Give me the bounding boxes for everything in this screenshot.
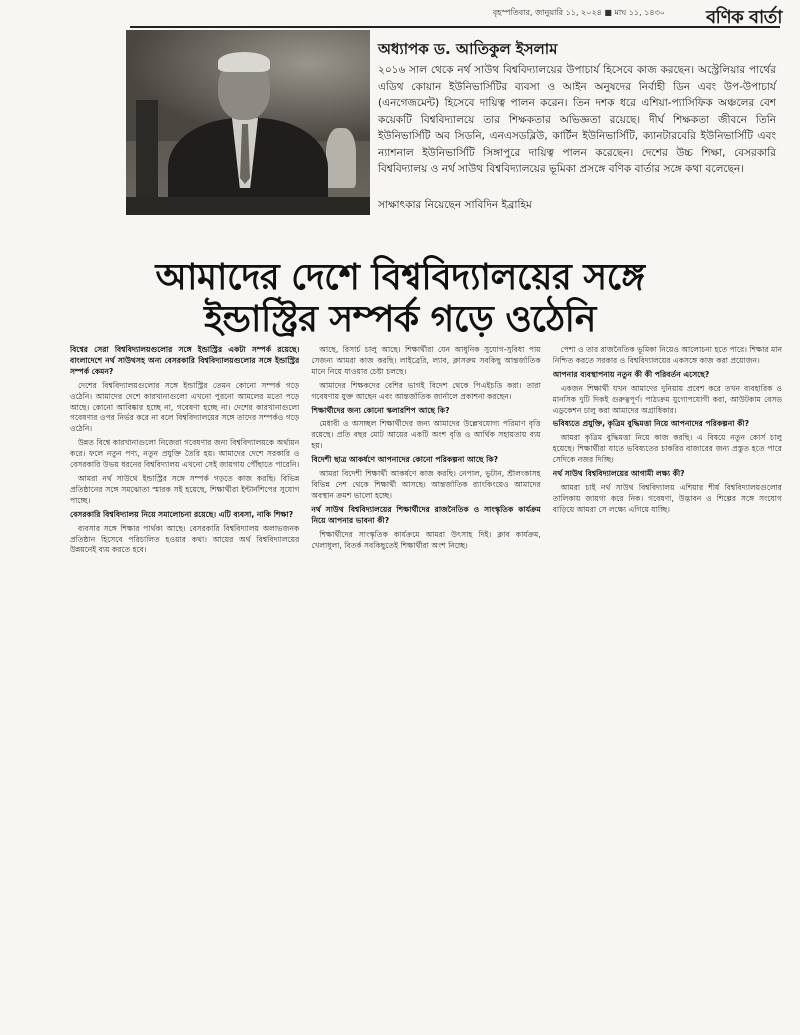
answer-paragraph: একজন শিক্ষার্থী যখন আমাদের দুনিয়ায় প্রবেশ করে তখন ব্যবহারিক ও মানসিক দুটি দিকই গুরুত্বপূর্ণ। পাঠ্যক্রম যুগোপযোগী করা, আউটকাম বেসড এডুকেশন চালু করা আমাদের অগ্রাধিকার। [552,383,782,415]
question-paragraph: নর্থ সাউথ বিশ্ববিদ্যালয়ের আগামী লক্ষ্য কী? [552,469,685,479]
article-columns [70,345,782,1025]
answer-paragraph: আমরা নর্থ সাউথে ইন্ডাস্ট্রির সঙ্গে সম্পর্ক গড়তে কাজ করছি। বিভিন্ন প্রতিষ্ঠানের সঙ্গে সমঝোতা স্মারক সই হয়েছে, শিক্ষার্থীরা ইন্টার্নশিপের সুযোগ পাচ্ছে। [70,473,300,505]
question-paragraph: আপনার ব্যবস্থাপনায় নতুন কী কী পরিবর্তন এসেছে? [552,369,710,379]
answer-paragraph: পেশা ও তার রাজনৈতিক ভূমিকা নিয়েও আলোচনা হতে পারে। শিক্ষার মান নিশ্চিত করতে সরকার ও বিশ্ববিদ্যালয়ের একসঙ্গে কাজ করা প্রয়োজন। [552,345,782,365]
interviewee-name: অধ্যাপক ড. আতিকুল ইসলাম [378,40,558,58]
answer-paragraph: আমরা কৃত্রিম বুদ্ধিমত্তা নিয়ে কাজ করছি। এ বিষয়ে নতুন কোর্স চালু হয়েছে। শিক্ষার্থীরা যাতে ভবিষ্যতের চাকরির বাজারের জন্য প্রস্তুত হতে পারে সেদিকে নজর দিচ্ছি। [552,433,782,465]
headline-line-1: আমাদের দেশে বিশ্ববিদ্যালয়ের সঙ্গে [155,257,645,298]
answer-paragraph: শিক্ষার্থীদের সাংস্কৃতিক কার্যক্রমে আমরা উৎসাহ দিই। ক্লাব কার্যক্রম, খেলাধুলা, বিতর্ক সবকিছুতেই শিক্ষার্থীরা অংশ নিচ্ছে। [311,529,541,550]
header-rule [130,4,780,28]
answer-paragraph: উন্নত বিশ্বে কারখানাগুলো নিজেরা গবেষণার জন্য বিশ্ববিদ্যালয়কে অর্থায়ন করে। ফলে নতুন পণ্য, নতুন প্রযুক্তি তৈরি হয়। আমাদের দেশে সরকারি ও বেসরকারি উভয় ধরনের বিশ্ববিদ্যালয় এখনো সেই জায়গায় পৌঁছাতে পারেনি। [70,438,300,470]
question-paragraph: বিদেশী ছাত্র আকর্ষণে আপনাদের কোনো পরিকল্পনা আছে কি? [311,455,499,465]
answer-paragraph: আছে, রিসার্চ চালু আছে। শিক্ষার্থীরা যেন আধুনিক সুযোগ-সুবিধা পায় সেজন্য আমরা কাজ করছি। লাইব্রেরি, ল্যাব, ক্লাসরুম সবকিছু আন্তর্জাতিক মানে নিয়ে যাওয়ার চেষ্টা চলছে। [311,345,541,376]
dateline: বৃহস্পতিবার, জানুয়ারি ১১, ২০২৪ ■ মাঘ ১১, ১৪৩০ [492,8,665,17]
answer-paragraph: আমরা চাই নর্থ সাউথ বিশ্ববিদ্যালয় এশিয়ার শীর্ষ বিশ্ববিদ্যালয়গুলোর তালিকায় জায়গা করে নিক। গবেষণা, উদ্ভাবন ও শিল্পের সঙ্গে সংযোগ বাড়িয়ে আমরা সে লক্ষ্যে এগিয়ে যাচ্ছি। [552,482,782,514]
trophy-shape [326,128,356,188]
interviewer-credit: সাক্ষাৎকার নিয়েছেন সাবিদিন ইব্রাহিম [378,199,532,211]
headline-line-2: ইন্ডাস্ট্রির সম্পর্ক গড়ে ওঠেনি [204,299,596,340]
article-column [311,345,540,1025]
question-paragraph: বেসরকারি বিশ্ববিদ্যালয় নিয়ে সমালোচনা রয়েছে। এটি ব্যবসা, নাকি শিক্ষা? [70,509,294,519]
masthead-logo: বণিক বার্তা [706,7,782,28]
answer-paragraph: আমরা বিদেশী শিক্ষার্থী আকর্ষণে কাজ করছি। নেপাল, ভুটান, শ্রীলংকাসহ বিভিন্ন দেশ থেকে শিক্ষার্থী আসছে। আন্তর্জাতিক র‍্যাংকিংয়েও আমাদের অবস্থান ক্রমশ ভালো হচ্ছে। [311,469,541,500]
question-paragraph: ভবিষ্যতে প্রযুক্তি, কৃত্রিম বুদ্ধিমত্তা নিয়ে আপনাদের পরিকল্পনা কী? [552,419,749,429]
interview-photo [126,30,370,215]
article-column [553,345,782,1025]
question-paragraph: শিক্ষার্থীদের জন্য কোনো স্কলারশিপ আছে কি? [311,405,450,415]
question-paragraph: বিশ্বের সেরা বিশ্ববিদ্যালয়গুলোর সঙ্গে ইন্ডাস্ট্রির একটা সম্পর্ক রয়েছে। বাংলাদেশে নর্থ সাউথসহ অন্য বেসরকারি বিশ্ববিদ্যালয়গুলোর সঙ্গে ইন্ডাস্ট্রির সম্পর্ক কেমন? [70,345,300,376]
answer-paragraph: ব্যবসার সঙ্গে শিক্ষার পার্থক্য আছে। বেসরকারি বিশ্ববিদ্যালয় অলাভজনক প্রতিষ্ঠান হিসেবে পরিচালিত হওয়ার কথা। আয়ের অর্থ বিশ্ববিদ্যালয়ের উন্নয়নেই ব্যয় করতে হবে। [70,523,300,555]
article-column [70,345,299,1025]
answer-paragraph: আমাদের শিক্ষকদের বেশির ভাগই বিদেশ থেকে পিএইচডি করা। তারা গবেষণায় যুক্ত আছেন এবং আন্তর্জাতিক জার্নালে প্রকাশনা করছেন। [311,380,541,401]
answer-paragraph: দেশের বিশ্ববিদ্যালয়গুলোর সঙ্গে ইন্ডাস্ট্রির তেমন কোনো সম্পর্ক গড়ে ওঠেনি। আমাদের দেশে কারখানাগুলো এখনো পুরনো আমলের মতো পড়ে আছে। কোনো আবিষ্কার হচ্ছে না, গবেষণা হচ্ছে না। দেশের কারখানাগুলো গবেষণার ওপর নির্ভর করে না বলে বিশ্ববিদ্যালয়ের সঙ্গে তাদের সম্পর্কও গড়ে ওঠেনি। [70,380,300,434]
answer-paragraph: মেধাবী ও অসচ্ছল শিক্ষার্থীদের জন্য আমাদের উল্লেখযোগ্য পরিমাণ বৃত্তি রয়েছে। প্রতি বছর মোট আয়ের একটি অংশ বৃত্তি ও আর্থিক সহায়তায় ব্যয় হয়। [311,419,541,451]
question-paragraph: নর্থ সাউথ বিশ্ববিদ্যালয়ের শিক্ষার্থীদের রাজনৈতিক ও সাংস্কৃতিক কার্যক্রম নিয়ে আপনার ভাবনা কী? [311,504,541,525]
intro-text: ২০১৬ সাল থেকে নর্থ সাউথ বিশ্ববিদ্যালয়ের উপাচার্য হিসেবে কাজ করছেন। অস্ট্রেলিয়ার পার্থের এডিথ কোয়ান ইউনিভার্সিটির ব্যবসা ও আইন অনুষদের নির্বাহী ডিন এবং উপ-উপাচার্য (এনগেজমেন্ট) হিসেবে দায়িত্ব পালন করেন। তিন দশক ধরে এশিয়া-প্যাসিফিক অঞ্চলের বেশ কয়েকটি বিশ্ববিদ্যালয়ে তার শিক্ষকতার অভিজ্ঞতা রয়েছে। দীর্ঘ শিক্ষকতা জীবনে তিনি ইউনিভার্সিটি অব সিডনি, এনএসডব্লিউ, কার্টিন ইউনিভার্সিটি, ক্যানটারবেরি ইউনিভার্সিটি এবং ন্যাশনাল ইউনিভার্সিটি সিঙ্গাপুরে দায়িত্ব পালন করেছেন। দেশের উচ্চ শিক্ষা, বেসরকারি বিশ্ববিদ্যালয় ও নর্থ সাউথ বিশ্ববিদ্যালয়ের ভূমিকা প্রসঙ্গে বণিক বার্তার সঙ্গে কথা বলেছেন। [378,64,776,175]
